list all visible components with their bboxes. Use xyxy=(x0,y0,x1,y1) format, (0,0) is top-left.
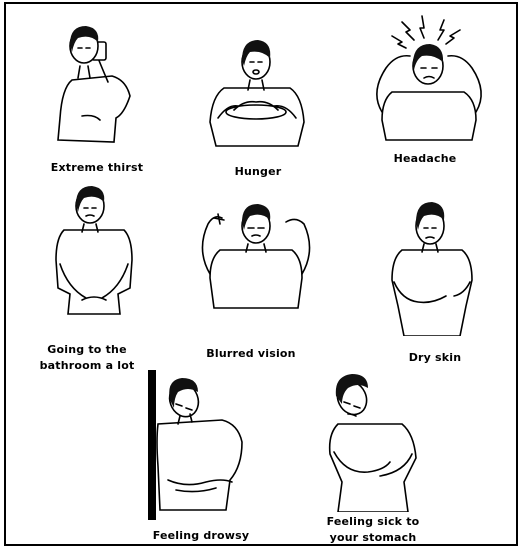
symptom-stomach xyxy=(318,362,428,544)
symptom-dry-skin xyxy=(384,196,484,366)
symptom-label-line-2: bathroom a lot xyxy=(39,359,135,372)
person-blurred-vision-icon xyxy=(186,200,326,320)
symptom-extreme-thirst xyxy=(42,18,152,174)
symptom-label: Feeling drowsy xyxy=(152,529,250,542)
symptom-illustration-frame xyxy=(4,2,518,546)
person-dry-skin-icon xyxy=(384,196,484,336)
person-urgency-icon xyxy=(42,184,152,334)
symptom-hunger xyxy=(198,22,318,178)
person-eating-icon xyxy=(198,22,318,162)
symptom-label: Headache xyxy=(393,152,457,165)
person-stomach-sick-icon xyxy=(318,362,428,512)
symptom-label: Extreme thirst xyxy=(50,161,144,174)
symptom-label: Hunger xyxy=(234,165,282,178)
symptom-drowsy xyxy=(146,370,256,544)
symptom-blurred-vision xyxy=(186,200,326,360)
symptom-label-line-1: Feeling sick to xyxy=(326,515,420,528)
symptom-label-line-1: Going to the xyxy=(47,343,127,356)
person-drinking-icon xyxy=(42,18,152,158)
symptom-headache xyxy=(352,12,502,165)
person-headache-icon xyxy=(352,12,502,152)
symptom-label: Dry skin xyxy=(408,351,462,364)
symptom-label-line-2: your stomach xyxy=(329,531,417,544)
person-drowsy-icon xyxy=(146,370,256,520)
symptom-bathroom xyxy=(39,184,152,374)
symptom-label: Blurred vision xyxy=(206,347,296,360)
